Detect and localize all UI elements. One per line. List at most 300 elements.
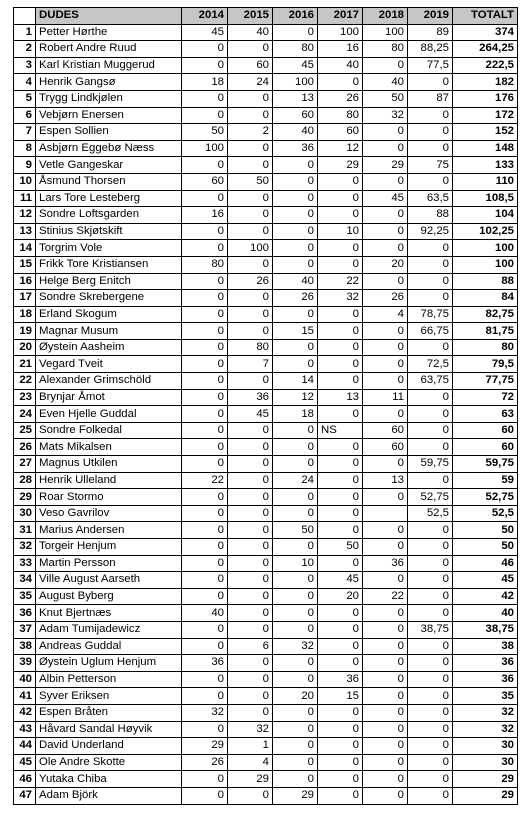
year-2018-cell: 0 [363, 638, 408, 655]
year-2019-cell: 0 [408, 339, 453, 356]
header-2019: 2019 [408, 8, 453, 25]
rank-cell: 14 [14, 240, 36, 257]
year-2019-cell: 0 [408, 256, 453, 273]
year-2014-cell: 0 [182, 787, 228, 804]
rank-cell: 28 [14, 472, 36, 489]
name-cell: Andreas Guddal [36, 638, 182, 655]
year-2017-cell: 32 [318, 290, 363, 307]
total-cell: 59 [453, 472, 518, 489]
name-cell: Henrik Gangsø [36, 74, 182, 91]
rank-cell: 23 [14, 389, 36, 406]
rank-cell: 26 [14, 439, 36, 456]
year-2019-cell: 89 [408, 24, 453, 41]
year-2014-cell: 100 [182, 140, 228, 157]
year-2014-cell: 45 [182, 24, 228, 41]
year-2015-cell: 0 [228, 140, 273, 157]
year-2015-cell: 60 [228, 57, 273, 74]
rank-cell: 36 [14, 605, 36, 622]
year-2017-cell: 0 [318, 522, 363, 539]
name-cell: Frikk Tore Kristiansen [36, 256, 182, 273]
total-cell: 38 [453, 638, 518, 655]
year-2015-cell: 0 [228, 90, 273, 107]
year-2014-cell: 60 [182, 173, 228, 190]
year-2015-cell: 36 [228, 389, 273, 406]
year-2018-cell: 0 [363, 721, 408, 738]
year-2018-cell: 0 [363, 140, 408, 157]
year-2017-cell: 0 [318, 439, 363, 456]
year-2016-cell: 40 [273, 124, 318, 141]
table-row [14, 555, 518, 572]
year-2014-cell: 0 [182, 638, 228, 655]
year-2017-cell: 0 [318, 339, 363, 356]
year-2019-cell: 0 [408, 754, 453, 771]
year-2016-cell: 32 [273, 638, 318, 655]
total-cell: 80 [453, 339, 518, 356]
table-row [14, 273, 518, 290]
year-2015-cell: 26 [228, 273, 273, 290]
year-2017-cell: NS [318, 422, 363, 439]
rank-cell: 9 [14, 157, 36, 174]
year-2017-cell: 0 [318, 738, 363, 755]
name-cell: Øystein Aasheim [36, 339, 182, 356]
year-2019-cell: 0 [408, 406, 453, 423]
year-2018-cell: 45 [363, 190, 408, 207]
table-row [14, 621, 518, 638]
header-row [14, 8, 518, 25]
year-2019-cell: 0 [408, 140, 453, 157]
table-row [14, 671, 518, 688]
year-2018-cell: 50 [363, 90, 408, 107]
year-2016-cell: 10 [273, 555, 318, 572]
year-2017-cell: 20 [318, 588, 363, 605]
year-2019-cell: 88,25 [408, 41, 453, 58]
rank-cell: 47 [14, 787, 36, 804]
year-2014-cell: 26 [182, 754, 228, 771]
header-2015: 2015 [228, 8, 273, 25]
year-2019-cell: 0 [408, 771, 453, 788]
year-2019-cell: 0 [408, 240, 453, 257]
year-2017-cell: 13 [318, 389, 363, 406]
year-2019-cell: 0 [408, 539, 453, 556]
year-2014-cell: 0 [182, 41, 228, 58]
year-2019-cell: 66,75 [408, 323, 453, 340]
year-2019-cell: 0 [408, 704, 453, 721]
total-cell: 72 [453, 389, 518, 406]
year-2015-cell: 7 [228, 356, 273, 373]
year-2014-cell: 0 [182, 290, 228, 307]
year-2018-cell: 0 [363, 223, 408, 240]
year-2014-cell: 0 [182, 456, 228, 473]
table-row [14, 190, 518, 207]
year-2017-cell: 0 [318, 373, 363, 390]
year-2015-cell: 0 [228, 422, 273, 439]
table-row [14, 373, 518, 390]
year-2014-cell: 36 [182, 655, 228, 672]
table-row [14, 256, 518, 273]
year-2015-cell: 0 [228, 605, 273, 622]
year-2017-cell: 0 [318, 356, 363, 373]
year-2014-cell: 0 [182, 505, 228, 522]
year-2019-cell: 0 [408, 738, 453, 755]
total-cell: 82,75 [453, 306, 518, 323]
year-2017-cell: 60 [318, 124, 363, 141]
table-row [14, 439, 518, 456]
table-row [14, 107, 518, 124]
rank-cell: 29 [14, 489, 36, 506]
table-row [14, 456, 518, 473]
header-2018: 2018 [363, 8, 408, 25]
year-2017-cell: 0 [318, 771, 363, 788]
year-2017-cell: 0 [318, 173, 363, 190]
year-2014-cell: 16 [182, 207, 228, 224]
year-2019-cell: 78,75 [408, 306, 453, 323]
total-cell: 108,5 [453, 190, 518, 207]
rank-cell: 38 [14, 638, 36, 655]
name-cell: Knut Bjertnæs [36, 605, 182, 622]
year-2014-cell: 22 [182, 472, 228, 489]
total-cell: 63 [453, 406, 518, 423]
year-2016-cell: 24 [273, 472, 318, 489]
year-2019-cell: 92,25 [408, 223, 453, 240]
name-cell: Vetle Gangeskar [36, 157, 182, 174]
year-2014-cell: 0 [182, 621, 228, 638]
year-2014-cell: 0 [182, 406, 228, 423]
name-cell: Sondre Loftsgarden [36, 207, 182, 224]
year-2017-cell: 0 [318, 472, 363, 489]
year-2019-cell: 0 [408, 107, 453, 124]
year-2018-cell: 0 [363, 754, 408, 771]
year-2015-cell: 0 [228, 306, 273, 323]
total-cell: 50 [453, 539, 518, 556]
table-row [14, 124, 518, 141]
year-2018-cell: 0 [363, 323, 408, 340]
year-2017-cell: 0 [318, 638, 363, 655]
rank-cell: 11 [14, 190, 36, 207]
year-2017-cell: 0 [318, 256, 363, 273]
name-cell: Espen Bråten [36, 704, 182, 721]
year-2015-cell: 0 [228, 555, 273, 572]
year-2018-cell: 0 [363, 655, 408, 672]
year-2015-cell: 0 [228, 588, 273, 605]
name-cell: Asbjørn Eggebø Næss [36, 140, 182, 157]
table-row [14, 655, 518, 672]
year-2017-cell: 100 [318, 24, 363, 41]
name-cell: Håvard Sandal Høyvik [36, 721, 182, 738]
year-2014-cell: 0 [182, 57, 228, 74]
total-cell: 88 [453, 273, 518, 290]
year-2015-cell: 0 [228, 290, 273, 307]
year-2019-cell: 0 [408, 555, 453, 572]
total-cell: 172 [453, 107, 518, 124]
rank-cell: 24 [14, 406, 36, 423]
year-2016-cell: 60 [273, 107, 318, 124]
rank-cell: 34 [14, 572, 36, 589]
header-2014: 2014 [182, 8, 228, 25]
table-row [14, 90, 518, 107]
year-2017-cell: 0 [318, 505, 363, 522]
year-2014-cell: 29 [182, 738, 228, 755]
rank-cell: 20 [14, 339, 36, 356]
name-cell: Sondre Skrebergene [36, 290, 182, 307]
year-2019-cell: 63,75 [408, 373, 453, 390]
year-2017-cell: 80 [318, 107, 363, 124]
rank-cell: 33 [14, 555, 36, 572]
table-row [14, 207, 518, 224]
year-2018-cell: 100 [363, 24, 408, 41]
year-2016-cell: 0 [273, 256, 318, 273]
year-2019-cell: 0 [408, 787, 453, 804]
name-cell: Åsmund Thorsen [36, 173, 182, 190]
year-2014-cell: 0 [182, 771, 228, 788]
year-2014-cell: 0 [182, 555, 228, 572]
table-row [14, 572, 518, 589]
year-2015-cell: 0 [228, 522, 273, 539]
year-2015-cell: 0 [228, 439, 273, 456]
total-cell: 222,5 [453, 57, 518, 74]
year-2015-cell: 100 [228, 240, 273, 257]
year-2018-cell: 0 [363, 671, 408, 688]
year-2018-cell: 0 [363, 738, 408, 755]
year-2019-cell: 75 [408, 157, 453, 174]
header-rank [14, 8, 36, 25]
year-2016-cell: 13 [273, 90, 318, 107]
name-cell: Torgrim Vole [36, 240, 182, 257]
total-cell: 50 [453, 522, 518, 539]
year-2015-cell: 0 [228, 107, 273, 124]
rank-cell: 2 [14, 41, 36, 58]
total-cell: 374 [453, 24, 518, 41]
rank-cell: 4 [14, 74, 36, 91]
year-2019-cell: 0 [408, 572, 453, 589]
name-cell: Adam Björk [36, 787, 182, 804]
year-2014-cell: 0 [182, 572, 228, 589]
year-2018-cell: 40 [363, 74, 408, 91]
name-cell: Henrik Ulleland [36, 472, 182, 489]
year-2016-cell: 0 [273, 572, 318, 589]
name-cell: Adam Tumijadewicz [36, 621, 182, 638]
table-row [14, 738, 518, 755]
year-2017-cell: 16 [318, 41, 363, 58]
year-2014-cell: 0 [182, 721, 228, 738]
table-row [14, 356, 518, 373]
year-2017-cell: 29 [318, 157, 363, 174]
rank-cell: 27 [14, 456, 36, 473]
name-cell: Vebjørn Enersen [36, 107, 182, 124]
name-cell: Ole Andre Skotte [36, 754, 182, 771]
rank-cell: 37 [14, 621, 36, 638]
year-2016-cell: 0 [273, 671, 318, 688]
rank-cell: 45 [14, 754, 36, 771]
year-2016-cell: 0 [273, 704, 318, 721]
header-dudes: DUDES [36, 8, 182, 25]
total-cell: 52,5 [453, 505, 518, 522]
table-row [14, 505, 518, 522]
year-2015-cell: 0 [228, 489, 273, 506]
year-2017-cell: 0 [318, 406, 363, 423]
table-row [14, 688, 518, 705]
rank-cell: 25 [14, 422, 36, 439]
year-2017-cell: 0 [318, 489, 363, 506]
year-2018-cell: 4 [363, 306, 408, 323]
rank-cell: 43 [14, 721, 36, 738]
total-cell: 100 [453, 256, 518, 273]
table-row [14, 605, 518, 622]
year-2019-cell: 0 [408, 472, 453, 489]
year-2018-cell: 0 [363, 688, 408, 705]
year-2019-cell: 38,75 [408, 621, 453, 638]
year-2015-cell: 0 [228, 190, 273, 207]
year-2014-cell: 40 [182, 605, 228, 622]
table-row [14, 323, 518, 340]
year-2017-cell: 36 [318, 671, 363, 688]
name-cell: Magnar Musum [36, 323, 182, 340]
year-2018-cell: 0 [363, 522, 408, 539]
header-2017: 2017 [318, 8, 363, 25]
total-cell: 30 [453, 738, 518, 755]
rank-cell: 41 [14, 688, 36, 705]
year-2016-cell: 18 [273, 406, 318, 423]
year-2019-cell: 0 [408, 290, 453, 307]
year-2018-cell: 0 [363, 621, 408, 638]
rank-cell: 13 [14, 223, 36, 240]
table-row [14, 472, 518, 489]
year-2018-cell: 0 [363, 406, 408, 423]
year-2015-cell: 0 [228, 671, 273, 688]
year-2019-cell: 0 [408, 273, 453, 290]
year-2019-cell: 72,5 [408, 356, 453, 373]
total-cell: 60 [453, 422, 518, 439]
year-2016-cell: 0 [273, 489, 318, 506]
table-row [14, 489, 518, 506]
year-2017-cell: 0 [318, 207, 363, 224]
year-2014-cell: 0 [182, 223, 228, 240]
year-2017-cell: 0 [318, 721, 363, 738]
header-totalt: TOTALT [453, 8, 518, 25]
year-2017-cell: 10 [318, 223, 363, 240]
year-2014-cell: 0 [182, 539, 228, 556]
name-cell: Robert Andre Ruud [36, 41, 182, 58]
year-2014-cell: 0 [182, 489, 228, 506]
year-2018-cell: 0 [363, 489, 408, 506]
year-2019-cell: 63,5 [408, 190, 453, 207]
year-2016-cell: 40 [273, 273, 318, 290]
year-2016-cell: 0 [273, 422, 318, 439]
year-2016-cell: 0 [273, 190, 318, 207]
year-2014-cell: 0 [182, 356, 228, 373]
year-2015-cell: 4 [228, 754, 273, 771]
table-row [14, 157, 518, 174]
ranking-table [13, 7, 518, 805]
total-cell: 176 [453, 90, 518, 107]
name-cell: Brynjar Åmot [36, 389, 182, 406]
name-cell: Torgeir Henjum [36, 539, 182, 556]
table-row [14, 588, 518, 605]
table-row [14, 339, 518, 356]
year-2015-cell: 0 [228, 787, 273, 804]
total-cell: 100 [453, 240, 518, 257]
table-row [14, 24, 518, 41]
year-2018-cell: 20 [363, 256, 408, 273]
year-2017-cell: 0 [318, 754, 363, 771]
name-cell: Magnus Utkilen [36, 456, 182, 473]
year-2017-cell: 0 [318, 456, 363, 473]
table-row [14, 771, 518, 788]
rank-cell: 42 [14, 704, 36, 721]
year-2015-cell: 0 [228, 539, 273, 556]
year-2019-cell: 0 [408, 605, 453, 622]
year-2017-cell: 15 [318, 688, 363, 705]
year-2018-cell: 0 [363, 605, 408, 622]
total-cell: 32 [453, 721, 518, 738]
total-cell: 133 [453, 157, 518, 174]
name-cell: Martin Persson [36, 555, 182, 572]
year-2016-cell: 0 [273, 173, 318, 190]
name-cell: Albin Petterson [36, 671, 182, 688]
total-cell: 52,75 [453, 489, 518, 506]
rank-cell: 7 [14, 124, 36, 141]
name-cell: Stinius Skjøtskift [36, 223, 182, 240]
year-2018-cell: 32 [363, 107, 408, 124]
name-cell: Marius Andersen [36, 522, 182, 539]
year-2014-cell: 0 [182, 588, 228, 605]
name-cell: Vegard Tveit [36, 356, 182, 373]
year-2016-cell: 0 [273, 339, 318, 356]
year-2016-cell: 50 [273, 522, 318, 539]
year-2015-cell: 0 [228, 688, 273, 705]
name-cell: Mats Mikalsen [36, 439, 182, 456]
rank-cell: 19 [14, 323, 36, 340]
year-2017-cell: 45 [318, 572, 363, 589]
year-2017-cell: 22 [318, 273, 363, 290]
name-cell: Lars Tore Lesteberg [36, 190, 182, 207]
year-2015-cell: 0 [228, 41, 273, 58]
rank-cell: 32 [14, 539, 36, 556]
year-2015-cell: 0 [228, 572, 273, 589]
year-2018-cell: 0 [363, 572, 408, 589]
year-2019-cell: 52,5 [408, 505, 453, 522]
year-2014-cell: 0 [182, 522, 228, 539]
year-2017-cell: 0 [318, 704, 363, 721]
table-row [14, 173, 518, 190]
year-2018-cell: 36 [363, 555, 408, 572]
year-2015-cell: 45 [228, 406, 273, 423]
rank-cell: 44 [14, 738, 36, 755]
year-2014-cell: 0 [182, 323, 228, 340]
year-2017-cell: 40 [318, 57, 363, 74]
name-cell: Roar Stormo [36, 489, 182, 506]
rank-cell: 15 [14, 256, 36, 273]
year-2016-cell: 0 [273, 738, 318, 755]
year-2018-cell: 0 [363, 339, 408, 356]
year-2015-cell: 32 [228, 721, 273, 738]
total-cell: 36 [453, 655, 518, 672]
year-2019-cell: 87 [408, 90, 453, 107]
year-2016-cell: 0 [273, 621, 318, 638]
year-2015-cell: 0 [228, 472, 273, 489]
rank-cell: 8 [14, 140, 36, 157]
total-cell: 42 [453, 588, 518, 605]
year-2016-cell: 0 [273, 539, 318, 556]
table-row [14, 539, 518, 556]
total-cell: 110 [453, 173, 518, 190]
year-2018-cell: 11 [363, 389, 408, 406]
year-2014-cell: 0 [182, 190, 228, 207]
year-2015-cell: 0 [228, 207, 273, 224]
total-cell: 35 [453, 688, 518, 705]
name-cell: Erland Skogum [36, 306, 182, 323]
rank-cell: 39 [14, 655, 36, 672]
year-2018-cell: 0 [363, 124, 408, 141]
